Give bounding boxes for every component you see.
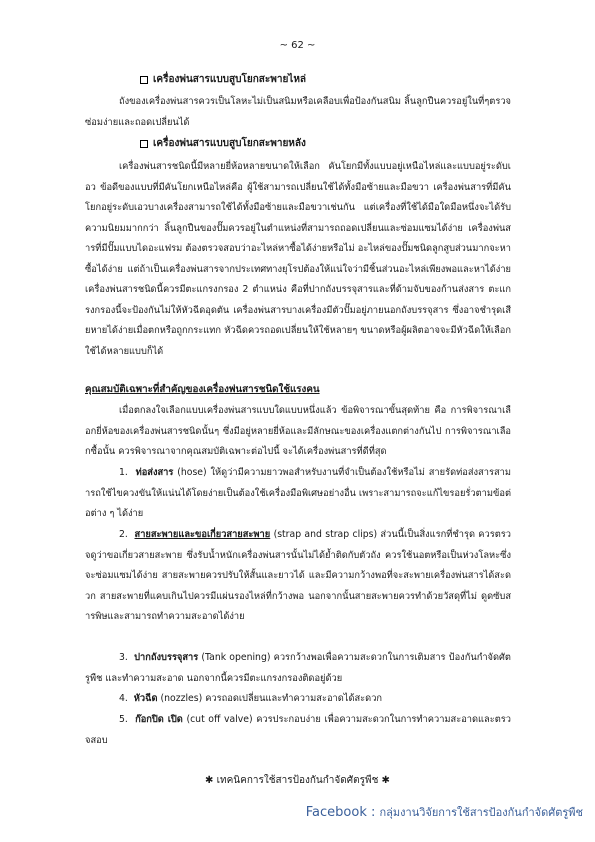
footer-title: ✱ เทคนิคการใช้สารป้องกันกำจัดศัตรูพืช ✱ bbox=[205, 775, 390, 786]
page-number: ~ 62 ~ bbox=[279, 40, 316, 51]
checkbox-square-icon bbox=[140, 76, 148, 84]
features-intro: เมื่อตกลงใจเลือกแบบเครื่องพ่นสารแบบใดแบบหนึ่งแล้ว ข้อพิจารณาขั้นสุดท้าย คือ การพิจารณาเลือกยี่ห้อของเครื่องพ่นสารชนิดนั้นๆ ซึ่งมีอยู่หลายยี่ห้อและมีลักษณะของเครื่องแตกต่างกันไป การพิจารณาเลือกซื้อนั้น ควรพิจารณาจากคุณสมบัติเฉพาะต่อไปนี้ จะได้เครื่องพ่นสารที่ดีที่สุด bbox=[85, 405, 511, 457]
features-heading: คุณสมบัติเฉพาะที่สำคัญของเครื่องพ่นสารชนิดใช้แรงคน bbox=[85, 384, 320, 395]
feature-term: หัวฉีด bbox=[133, 693, 158, 704]
feature-term: สายสะพายและขอเกี่ยวสายสะพาย bbox=[134, 529, 271, 540]
feature-item-nozzles: 4. หัวฉีด (nozzles) ควรถอดเปลี่ยนและทำความสะอาดได้สะดวก bbox=[119, 693, 383, 704]
section-heading-shoulder-sprayer bbox=[140, 72, 306, 87]
facebook-page-name: กลุ่มงานวิจัยการใช้สารป้องกันกำจัดศัตรูพืช bbox=[379, 806, 583, 819]
section-title: เครื่องพ่นสารแบบสูบโยกสะพายหลัง bbox=[153, 138, 306, 149]
feature-item-hose: 1. ท่อส่งสาร (hose) ให้ดูว่ามีความยาวพอสำหรับงานที่จำเป็นต้องใช้หรือไม่ สายรัดท่อส่งสารสามารถใช้ไขควงขันให้แน่นได้โดยง่ายเป็นต้องใช้เครื่องมือพิเศษอย่างอื่น เพราะสามารถจะแก้ไขรอยรั่วตามข้อต่อต่าง ๆ ได้ง่าย bbox=[85, 467, 511, 519]
feature-term: ก๊อกปิด เปิด bbox=[135, 714, 183, 725]
section-title: เครื่องพ่นสารแบบสูบโยกสะพายไหล่ bbox=[153, 74, 307, 85]
feature-term: ปากถังบรรจุสาร bbox=[134, 652, 199, 663]
checkbox-square-icon bbox=[140, 140, 148, 148]
section-body-shoulder-sprayer: ถังของเครื่องพ่นสารควรเป็นโลหะไม่เป็นสนิมหรือเคลือบเพื่อป้องกันสนิม ลิ้นลูกปืนควรอยู่ในที่ๆตรวจซ่อมง่ายและถอดเปลี่ยนได้ bbox=[85, 96, 511, 128]
facebook-credit: Facebook : กลุ่มงานวิจัยการใช้สารป้องกันกำจัดศัตรูพืช bbox=[305, 805, 583, 820]
facebook-label: Facebook bbox=[305, 805, 367, 820]
section-body-backpack-sprayer: เครื่องพ่นสารชนิดนี้มีหลายยี่ห้อหลายขนาดให้เลือก คันโยกมีทั้งแบบอยู่เหนือไหล่และแบบอยู่ระดับเอว ข้อดีของแบบที่มีคันโยกเหนือไหล่คือ ผู้ใช้สามารถเปลี่ยนใช้ได้ทั้งมือซ้ายและมือขวา เครื่องพ่นสารที่มีคันโยกอยู่ระดับเอวบางเครื่องสามารถใช้ได้ทั้งมือซ้ายและมือขวาเช่นกัน แต่เครื่องที่ใช้ได้มือใดมือหนึ่งจะได้รับความนิยมมากกว่า ลิ้นลูกปืนของปั๊มควรอยู่ในตำแหน่งที่สามารถถอดเปลี่ยนและซ่อมแซมได้ง่าย เครื่องพ่นสารที่มีปั๊มแบบไดอะแฟรม ต้องตรวจสอบว่าอะไหล่หาซื้อได้ง่ายหรือไม่ อะไหล่ของปั๊มชนิดลูกสูบส่วนมากจะหาซื้อได้ง่าย แต่ถ้าเป็นเครื่องพ่นสารจากประเทศทางยุโรปต้องให้แน่ใจว่ามีชิ้นส่วนอะไหล่เพียงพอและหาได้ง่าย เครื่องพ่นสารชนิดนี้ควรมีตะแกรงกรอง 2 ตำแหน่ง คือที่ปากถังบรรจุสารและที่ด้ามจับของก้านส่งสาร ตะแกรงกรองนี้จะป้องกันไม่ให้หัวฉีดอุดตัน เครื่องพ่นสารบางเครื่องมีตัวปั๊มอยู่ภายนอกถังบรรจุสาร ซึ่งอาจชำรุดเสียหายได้ง่ายเมื่อตกหรือถูกกระแทก หัวฉีดควรถอดเปลี่ยนให้ใช้หลายๆ ขนาดหรือผู้ผลิตอาจจะมีหัวฉีดให้เลือกใช้ได้หลายแบบก็ได้ bbox=[85, 161, 511, 357]
feature-item-valve: 5. ก๊อกปิด เปิด (cut off valve) ควรประกอบง่าย เพื่อความสะดวกในการทำความสะอาดและตรวจสอบ bbox=[85, 714, 511, 746]
section-heading-backpack-sprayer bbox=[140, 136, 306, 151]
feature-term: ท่อส่งสาร bbox=[135, 467, 174, 478]
feature-item-tank-opening: 3. ปากถังบรรจุสาร (Tank opening) ควรกว้างพอเพื่อความสะดวกในการเติมสาร ป้องกันกำจัดศัตรูพืช และทำความสะอาด นอกจากนี้ควรมีตะแกรงกรองติดอยู่ด้วย bbox=[85, 652, 511, 684]
feature-item-strap: 2. สายสะพายและขอเกี่ยวสายสะพาย (strap and strap clips) ส่วนนี้เป็นสิ่งแรกที่ชำรุด ควรตรวจดูว่าขอเกี่ยวสายสะพาย ซึ่งรับน้ำหนักเครื่องพ่นสารนั้นไม่ได้ย้ำติดกับตัวถัง ควรใช้นอตหรือเป็นห่วงโลหะซึ่งจะซ่อมแซมได้ง่าย สายสะพายควรปรับให้สั้นและยาวได้ และมีความกว้างพอที่จะสะพายเครื่องพ่นสารได้สะดวก สายสะพายที่แคบเกินไปควรมีแผ่นรองไหล่ที่กว้างพอ นอกจากนั้นสายสะพายควรทำด้วยวัสดุที่ไม่ ดูดซับสารพิษและสามารถทำความสะอาดได้ง่าย bbox=[85, 529, 511, 622]
